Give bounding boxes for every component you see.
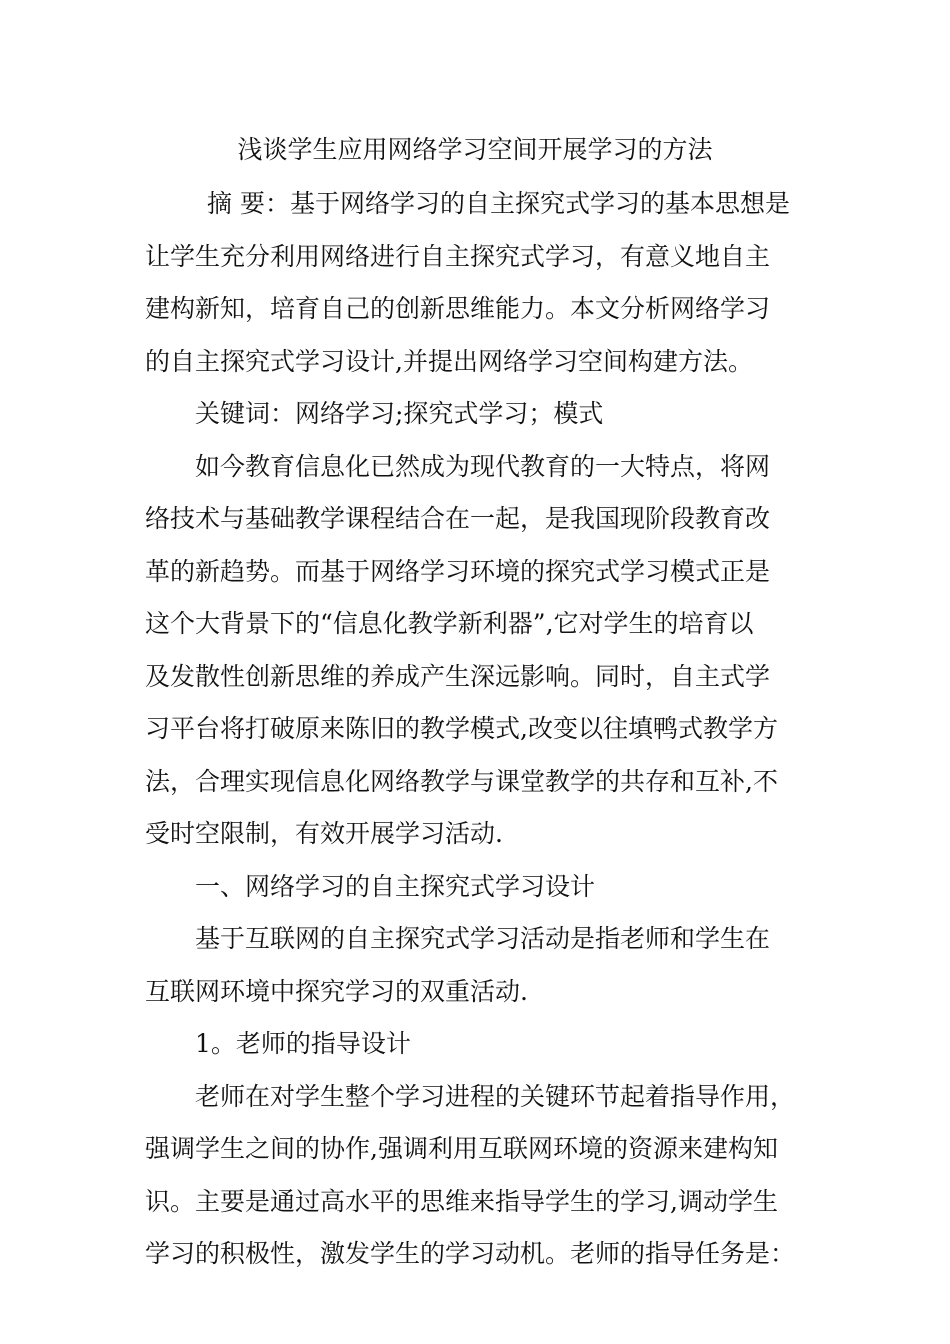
text-line: 络技术与基础教学课程结合在一起，是我国现阶段教育改 xyxy=(145,504,771,533)
text-line: 革的新趋势。而基于网络学习环境的探究式学习模式正是 xyxy=(145,556,771,586)
text-line: 1。老师的指导设计 xyxy=(195,1029,411,1058)
text-line: 受时空限制，有效开展学习活动. xyxy=(145,819,503,848)
text-line: 基于互联网的自主探究式学习活动是指老师和学生在 xyxy=(195,924,771,953)
text-line: 这个大背景下的“信息化教学新利器”,它对学生的培育以 xyxy=(145,609,754,638)
document-body xyxy=(145,178,810,1281)
text-line: 摘 要：基于网络学习的自主探究式学习的基本思想是 xyxy=(207,189,790,218)
text-line: 法，合理实现信息化网络教学与课堂教学的共存和互补,不 xyxy=(145,766,778,796)
text-line: 互联网环境中探究学习的双重活动. xyxy=(145,976,528,1006)
text-line: 的自主探究式学习设计,并提出网络学习空间构建方法。 xyxy=(145,346,753,376)
text-line: 强调学生之间的协作,强调利用互联网环境的资源来建构知 xyxy=(145,1134,778,1163)
text-line: 学习的积极性，激发学生的学习动机。老师的指导任务是： xyxy=(145,1239,796,1268)
text-line: 老师在对学生整个学习进程的关键环节起着指导作用， xyxy=(195,1081,796,1111)
text-line: 关键词：网络学习;探究式学习；模式 xyxy=(195,399,604,428)
text-line: 及发散性创新思维的养成产生深远影响。同时，自主式学 xyxy=(145,661,771,691)
text-line: 让学生充分利用网络进行自主探究式学习，有意义地自主 xyxy=(145,241,771,271)
document-title: 浅谈学生应用网络学习空间开展学习的方法 xyxy=(237,135,713,164)
text-line: 如今教育信息化已然成为现代教育的一大特点，将网 xyxy=(195,451,771,481)
text-line: 一、网络学习的自主探究式学习设计 xyxy=(195,871,596,901)
text-line: 识。主要是通过高水平的思维来指导学生的学习,调动学生 xyxy=(145,1186,778,1216)
text-line: 建构新知，培育自己的创新思维能力。本文分析网络学习 xyxy=(145,294,771,323)
text-line: 习平台将打破原来陈旧的教学模式,改变以往填鸭式教学方 xyxy=(145,714,778,743)
